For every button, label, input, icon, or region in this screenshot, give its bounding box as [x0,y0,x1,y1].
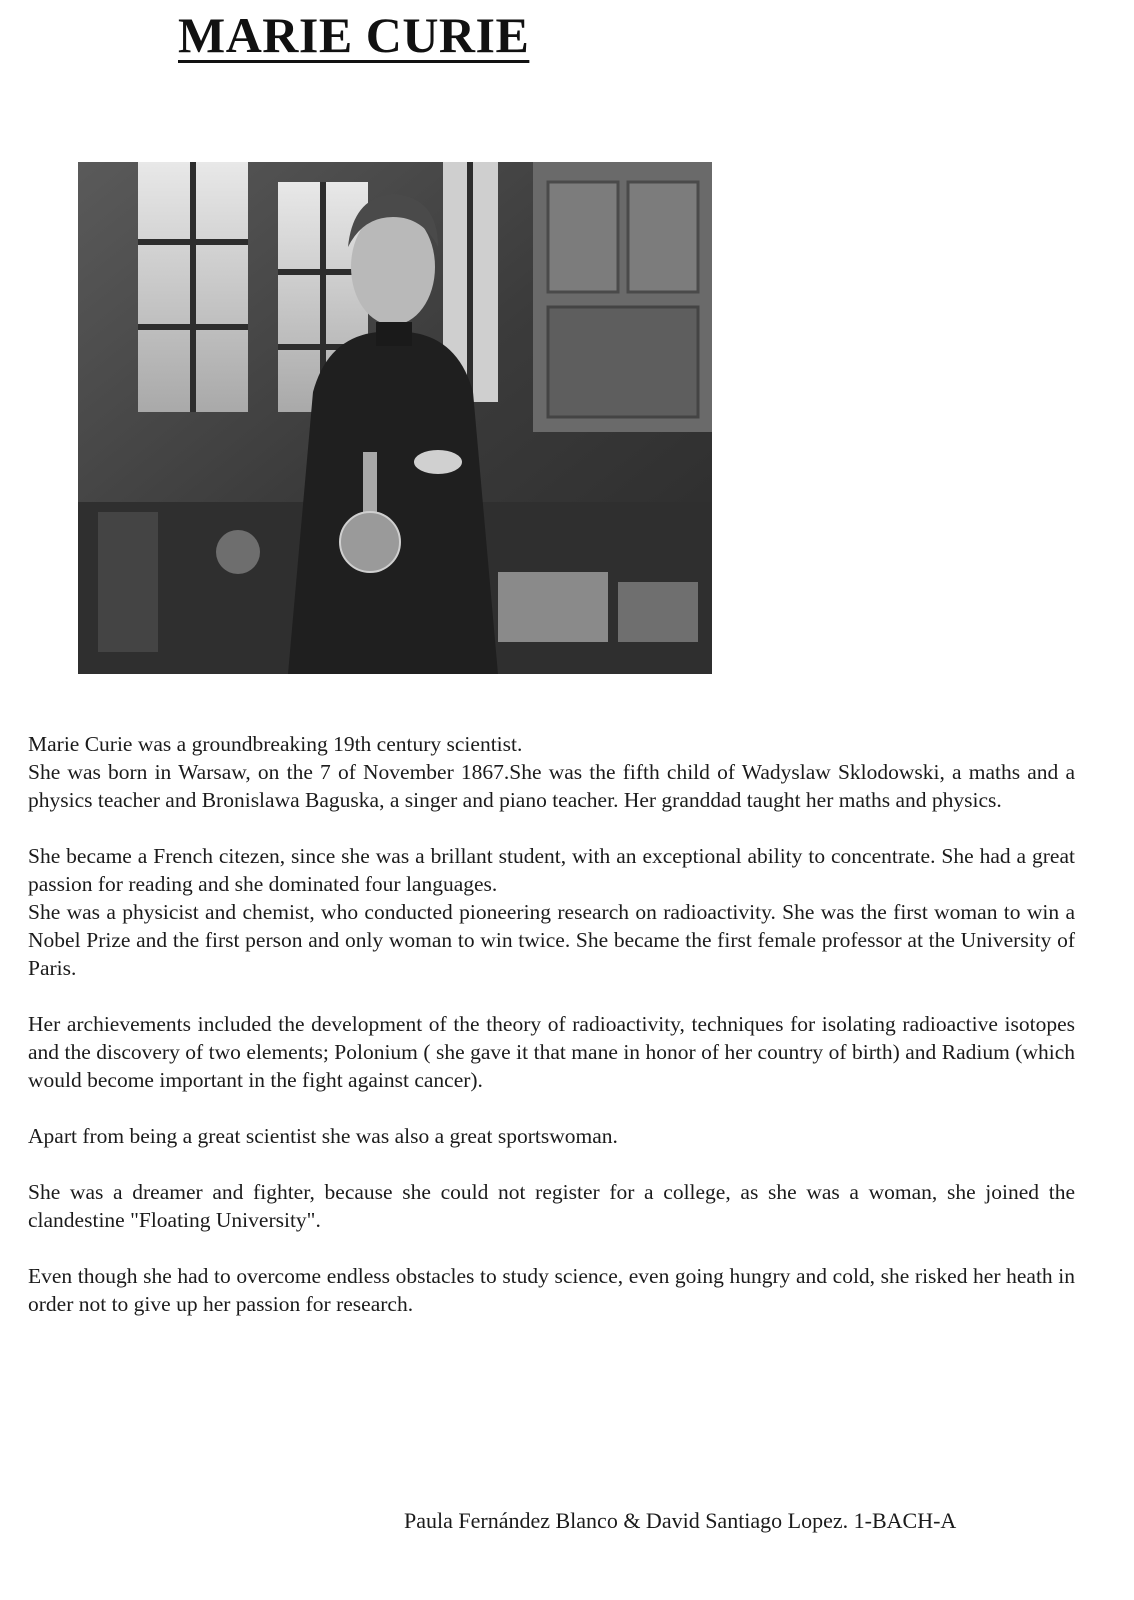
portrait-photo [78,162,712,674]
page-title: MARIE CURIE [178,7,530,63]
paragraph-sportswoman: Apart from being a great scientist she was also a great sportswoman. [28,1124,618,1148]
article-body [28,730,1075,1318]
portrait-photo-image [78,162,712,674]
paragraph-obstacles: Even though she had to overcome endless obstacles to study science, even going hungry and cold, she risked her heath in order not to give up her passion for research. [28,1264,1075,1316]
paragraph-career: She was a physicist and chemist, who conducted pioneering research on radioactivity. She was the first woman to win a Nobel Prize and the first person and only woman to win twice. She became the first female professor at the University of Paris. [28,900,1075,980]
paragraph-achievements: Her archievements included the development of the theory of radioactivity, techniques for isolating radioactive isotopes and the discovery of two elements; Polonium ( she gave it that mane in honor of her country of birth) and Radium (which would become important in the fight against cancer). [28,1012,1075,1092]
paragraph-dreamer: She was a dreamer and fighter, because she could not register for a college, as she was a woman, she joined the clandestine "Floating University". [28,1180,1075,1232]
paragraph-intro: Marie Curie was a groundbreaking 19th century scientist. [28,732,523,756]
paragraph-birth: She was born in Warsaw, on the 7 of November 1867.She was the fifth child of Wadyslaw Sklodowski, a maths and a physics teacher and Bronislawa Baguska, a singer and piano teacher. Her granddad taught her maths and physics. [28,760,1075,812]
paragraph-citizenship: She became a French citezen, since she was a brillant student, with an exceptional ability to concentrate. She had a great passion for reading and she dominated four languages. [28,844,1075,896]
author-credit: Paula Fernández Blanco & David Santiago Lopez. 1-BACH-A [404,1508,957,1533]
